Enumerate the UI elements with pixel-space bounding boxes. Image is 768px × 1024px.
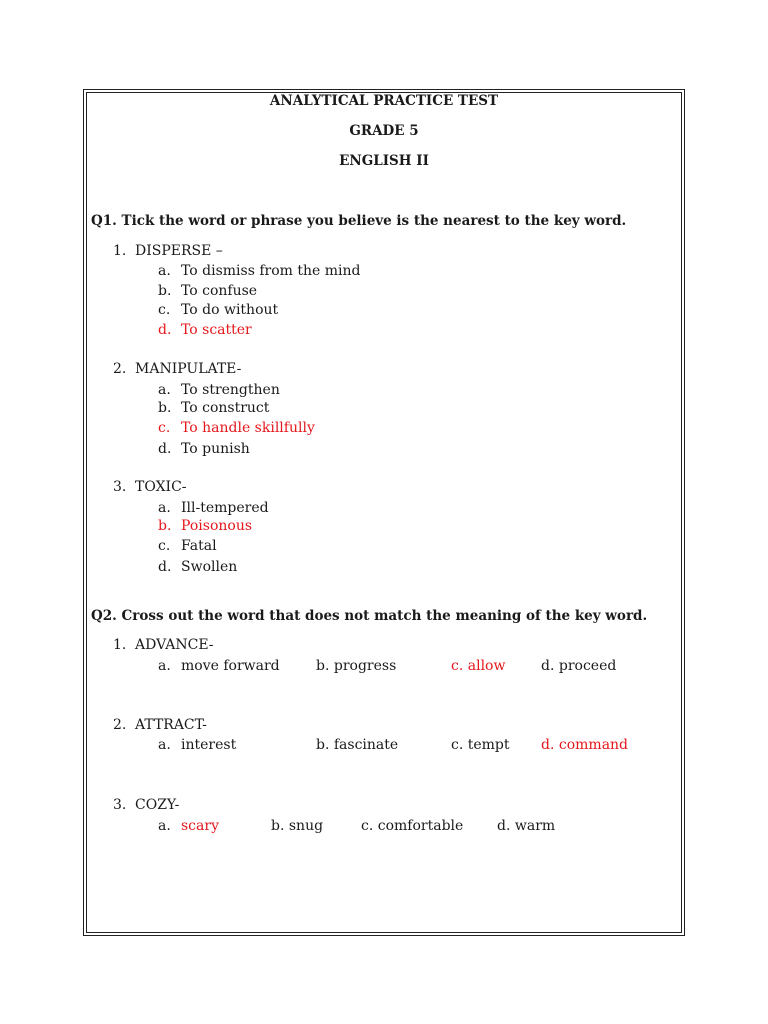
q2-item-2-option-d[interactable]: d. command [541, 737, 629, 753]
q2-item-3-option-c[interactable]: c. comfortable [361, 818, 464, 834]
key-word: COZY- [135, 797, 180, 813]
item-number: 1. [113, 637, 127, 653]
item-number: 3. [113, 479, 127, 495]
q1-item-1-option-b[interactable]: b. To confuse [158, 283, 258, 299]
q1-item-3-option-c[interactable]: c. Fatal [158, 538, 217, 554]
q2-item-1 [113, 635, 214, 655]
q2-item-3 [113, 795, 179, 815]
subject-heading: ENGLISH II [339, 153, 429, 169]
q2-item-2 [113, 715, 207, 735]
q1-item-1-option-a[interactable]: a. To dismiss from the mind [158, 263, 361, 279]
q1-item-3-option-b[interactable]: b. Poisonous [158, 518, 253, 534]
q2-item-1-option-b[interactable]: b. progress [316, 658, 397, 674]
key-word: MANIPULATE- [135, 361, 242, 377]
q1-item-2-option-d[interactable]: d. To punish [158, 441, 250, 457]
q2-item-2-option-b[interactable]: b. fascinate [316, 737, 399, 753]
item-number: 3. [113, 797, 127, 813]
q2-item-2-option-a[interactable]: a. interest [158, 737, 237, 753]
q1-item-3 [113, 477, 187, 497]
key-word: TOXIC- [135, 479, 187, 495]
q1-item-3-option-a[interactable]: a. Ill-tempered [158, 500, 269, 516]
key-word: ATTRACT- [135, 717, 207, 733]
q1-item-1-option-d[interactable]: d. To scatter [158, 322, 252, 338]
q1-item-1 [113, 241, 223, 261]
item-number: 2. [113, 361, 127, 377]
q2-instruction: Q2. Cross out the word that does not match the meaning of the key word. [91, 608, 648, 624]
q2-item-3-option-d[interactable]: d. warm [497, 818, 556, 834]
q1-instruction: Q1. Tick the word or phrase you believe is the nearest to the key word. [91, 213, 627, 229]
key-word: ADVANCE- [135, 637, 214, 653]
q2-item-1-option-c[interactable]: c. allow [451, 658, 506, 674]
test-title: ANALYTICAL PRACTICE TEST [269, 93, 499, 109]
q1-item-2 [113, 359, 241, 379]
q1-item-3-option-d[interactable]: d. Swollen [158, 559, 238, 575]
grade-heading: GRADE 5 [349, 123, 419, 139]
q1-item-2-option-c[interactable]: c. To handle skillfully [158, 420, 315, 436]
item-number: 1. [113, 243, 127, 259]
q2-item-3-option-b[interactable]: b. snug [271, 818, 324, 834]
item-number: 2. [113, 717, 127, 733]
q2-item-1-option-d[interactable]: d. proceed [541, 658, 617, 674]
q1-item-2-option-a[interactable]: a. To strengthen [158, 382, 280, 398]
q1-item-1-option-c[interactable]: c. To do without [158, 302, 279, 318]
q2-item-1-option-a[interactable]: a. move forward [158, 658, 280, 674]
q2-item-3-option-a[interactable]: a. scary [158, 818, 219, 834]
q1-item-2-option-b[interactable]: b. To construct [158, 400, 270, 416]
q2-item-2-option-c[interactable]: c. tempt [451, 737, 510, 753]
key-word: DISPERSE – [135, 243, 223, 259]
